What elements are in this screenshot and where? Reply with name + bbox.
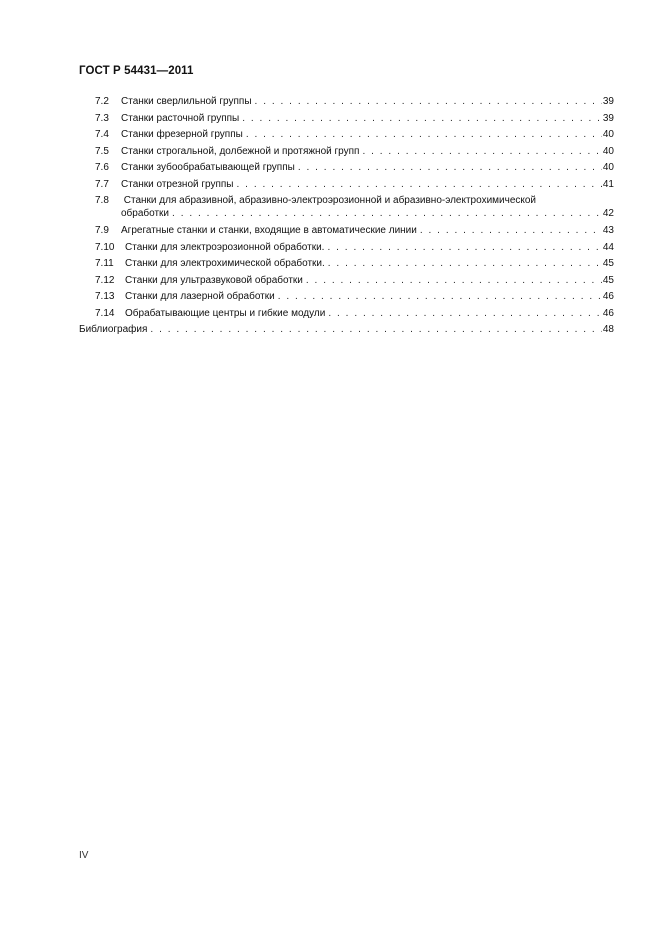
toc-entry-number: 7.7 xyxy=(95,178,109,190)
toc-entry-page: 45 xyxy=(602,274,614,286)
toc-entry-title: Библиография xyxy=(79,324,148,335)
toc-entry-page: 40 xyxy=(602,162,614,173)
dot-leader xyxy=(172,207,602,220)
toc-entry-page: 43 xyxy=(602,225,614,236)
toc-entry-title: Станки зубообрабатывающей группы xyxy=(121,162,295,173)
toc-entry-7-4[interactable] xyxy=(79,128,614,141)
toc-entry-number: 7.11 xyxy=(95,258,114,269)
toc-entry-number: 7.6 xyxy=(95,162,109,173)
dot-leader xyxy=(242,112,602,125)
toc-entry-page: 46 xyxy=(602,291,614,302)
toc-entry-page: 44 xyxy=(602,241,614,253)
toc-entry-page: 46 xyxy=(602,307,614,319)
toc-entry-title: Станки для электроэрозионной обработки. xyxy=(125,241,325,253)
toc-entry-page: 39 xyxy=(602,96,614,107)
toc-entry-7-11[interactable] xyxy=(79,257,614,270)
toc-entry-number: 7.2 xyxy=(95,96,109,107)
toc-entry-page: 41 xyxy=(602,178,614,190)
toc-entry-7-8[interactable] xyxy=(79,194,614,220)
toc-entry-page: 42 xyxy=(602,208,614,219)
toc-entry-page: 40 xyxy=(602,129,614,140)
toc-entry-7-6[interactable] xyxy=(79,161,614,174)
toc-entry-title: Станки для электрохимической обработки. xyxy=(125,258,325,269)
dot-leader xyxy=(328,307,602,320)
table-of-contents xyxy=(79,94,614,336)
dot-leader xyxy=(237,178,602,191)
dot-leader xyxy=(255,95,602,108)
dot-leader xyxy=(306,274,602,287)
toc-entry-7-7[interactable] xyxy=(79,178,614,191)
toc-entry-title: Станки строгальной, долбежной и протяжной групп xyxy=(121,145,360,157)
toc-entry-page: 45 xyxy=(602,258,614,269)
toc-entry-7-12[interactable] xyxy=(79,274,614,287)
dot-leader xyxy=(298,161,602,174)
toc-entry-bibliography[interactable] xyxy=(79,323,614,336)
toc-entry-title: Станки для ультразвуковой обработки xyxy=(125,274,303,286)
toc-entry-page: 48 xyxy=(602,324,614,335)
page-number: IV xyxy=(79,850,89,861)
toc-entry-number: 7.12 xyxy=(95,274,115,286)
dot-leader xyxy=(327,241,601,254)
toc-entry-7-2[interactable] xyxy=(79,95,614,108)
toc-entry-title: Станки отрезной группы xyxy=(121,178,234,190)
toc-entry-7-14[interactable] xyxy=(79,307,614,320)
toc-entry-number: 7.14 xyxy=(95,307,115,319)
toc-entry-title: Станки расточной группы xyxy=(121,112,240,124)
toc-entry-page: 39 xyxy=(602,112,614,124)
toc-entry-title: Станки для лазерной обработки xyxy=(125,291,275,302)
toc-entry-title: Станки сверлильной группы xyxy=(121,96,252,107)
toc-entry-number: 7.5 xyxy=(95,145,109,157)
dot-leader xyxy=(328,257,602,270)
toc-entry-7-5[interactable] xyxy=(79,145,614,158)
toc-entry-7-13[interactable] xyxy=(79,290,614,303)
toc-entry-page: 40 xyxy=(602,145,614,157)
toc-entry-number: 7.4 xyxy=(95,129,109,140)
toc-entry-number: 7.10 xyxy=(95,241,115,253)
toc-entry-number: 7.9 xyxy=(95,225,109,236)
document-header: ГОСТ Р 54431—2011 xyxy=(79,65,194,77)
toc-entry-title: Станки фрезерной группы xyxy=(121,129,243,140)
toc-entry-title-line2: обработки xyxy=(121,208,170,219)
dot-leader xyxy=(362,145,601,158)
toc-entry-number: 7.8 xyxy=(95,195,109,206)
dot-leader xyxy=(150,323,601,336)
toc-entry-7-10[interactable] xyxy=(79,241,614,254)
toc-entry-number: 7.3 xyxy=(95,112,109,124)
dot-leader xyxy=(246,128,602,141)
toc-entry-7-9[interactable] xyxy=(79,224,614,237)
toc-entry-title-line1: Станки для абразивной, абразивно-электроэрозионной и абразивно-электрохимической xyxy=(123,195,537,206)
toc-entry-title: Обрабатывающие центры и гибкие модули xyxy=(125,307,326,319)
toc-entry-number: 7.13 xyxy=(95,291,115,302)
dot-leader xyxy=(420,224,602,237)
toc-entry-title: Агрегатные станки и станки, входящие в автоматические линии xyxy=(121,225,417,236)
dot-leader xyxy=(278,290,602,303)
toc-entry-7-3[interactable] xyxy=(79,112,614,125)
